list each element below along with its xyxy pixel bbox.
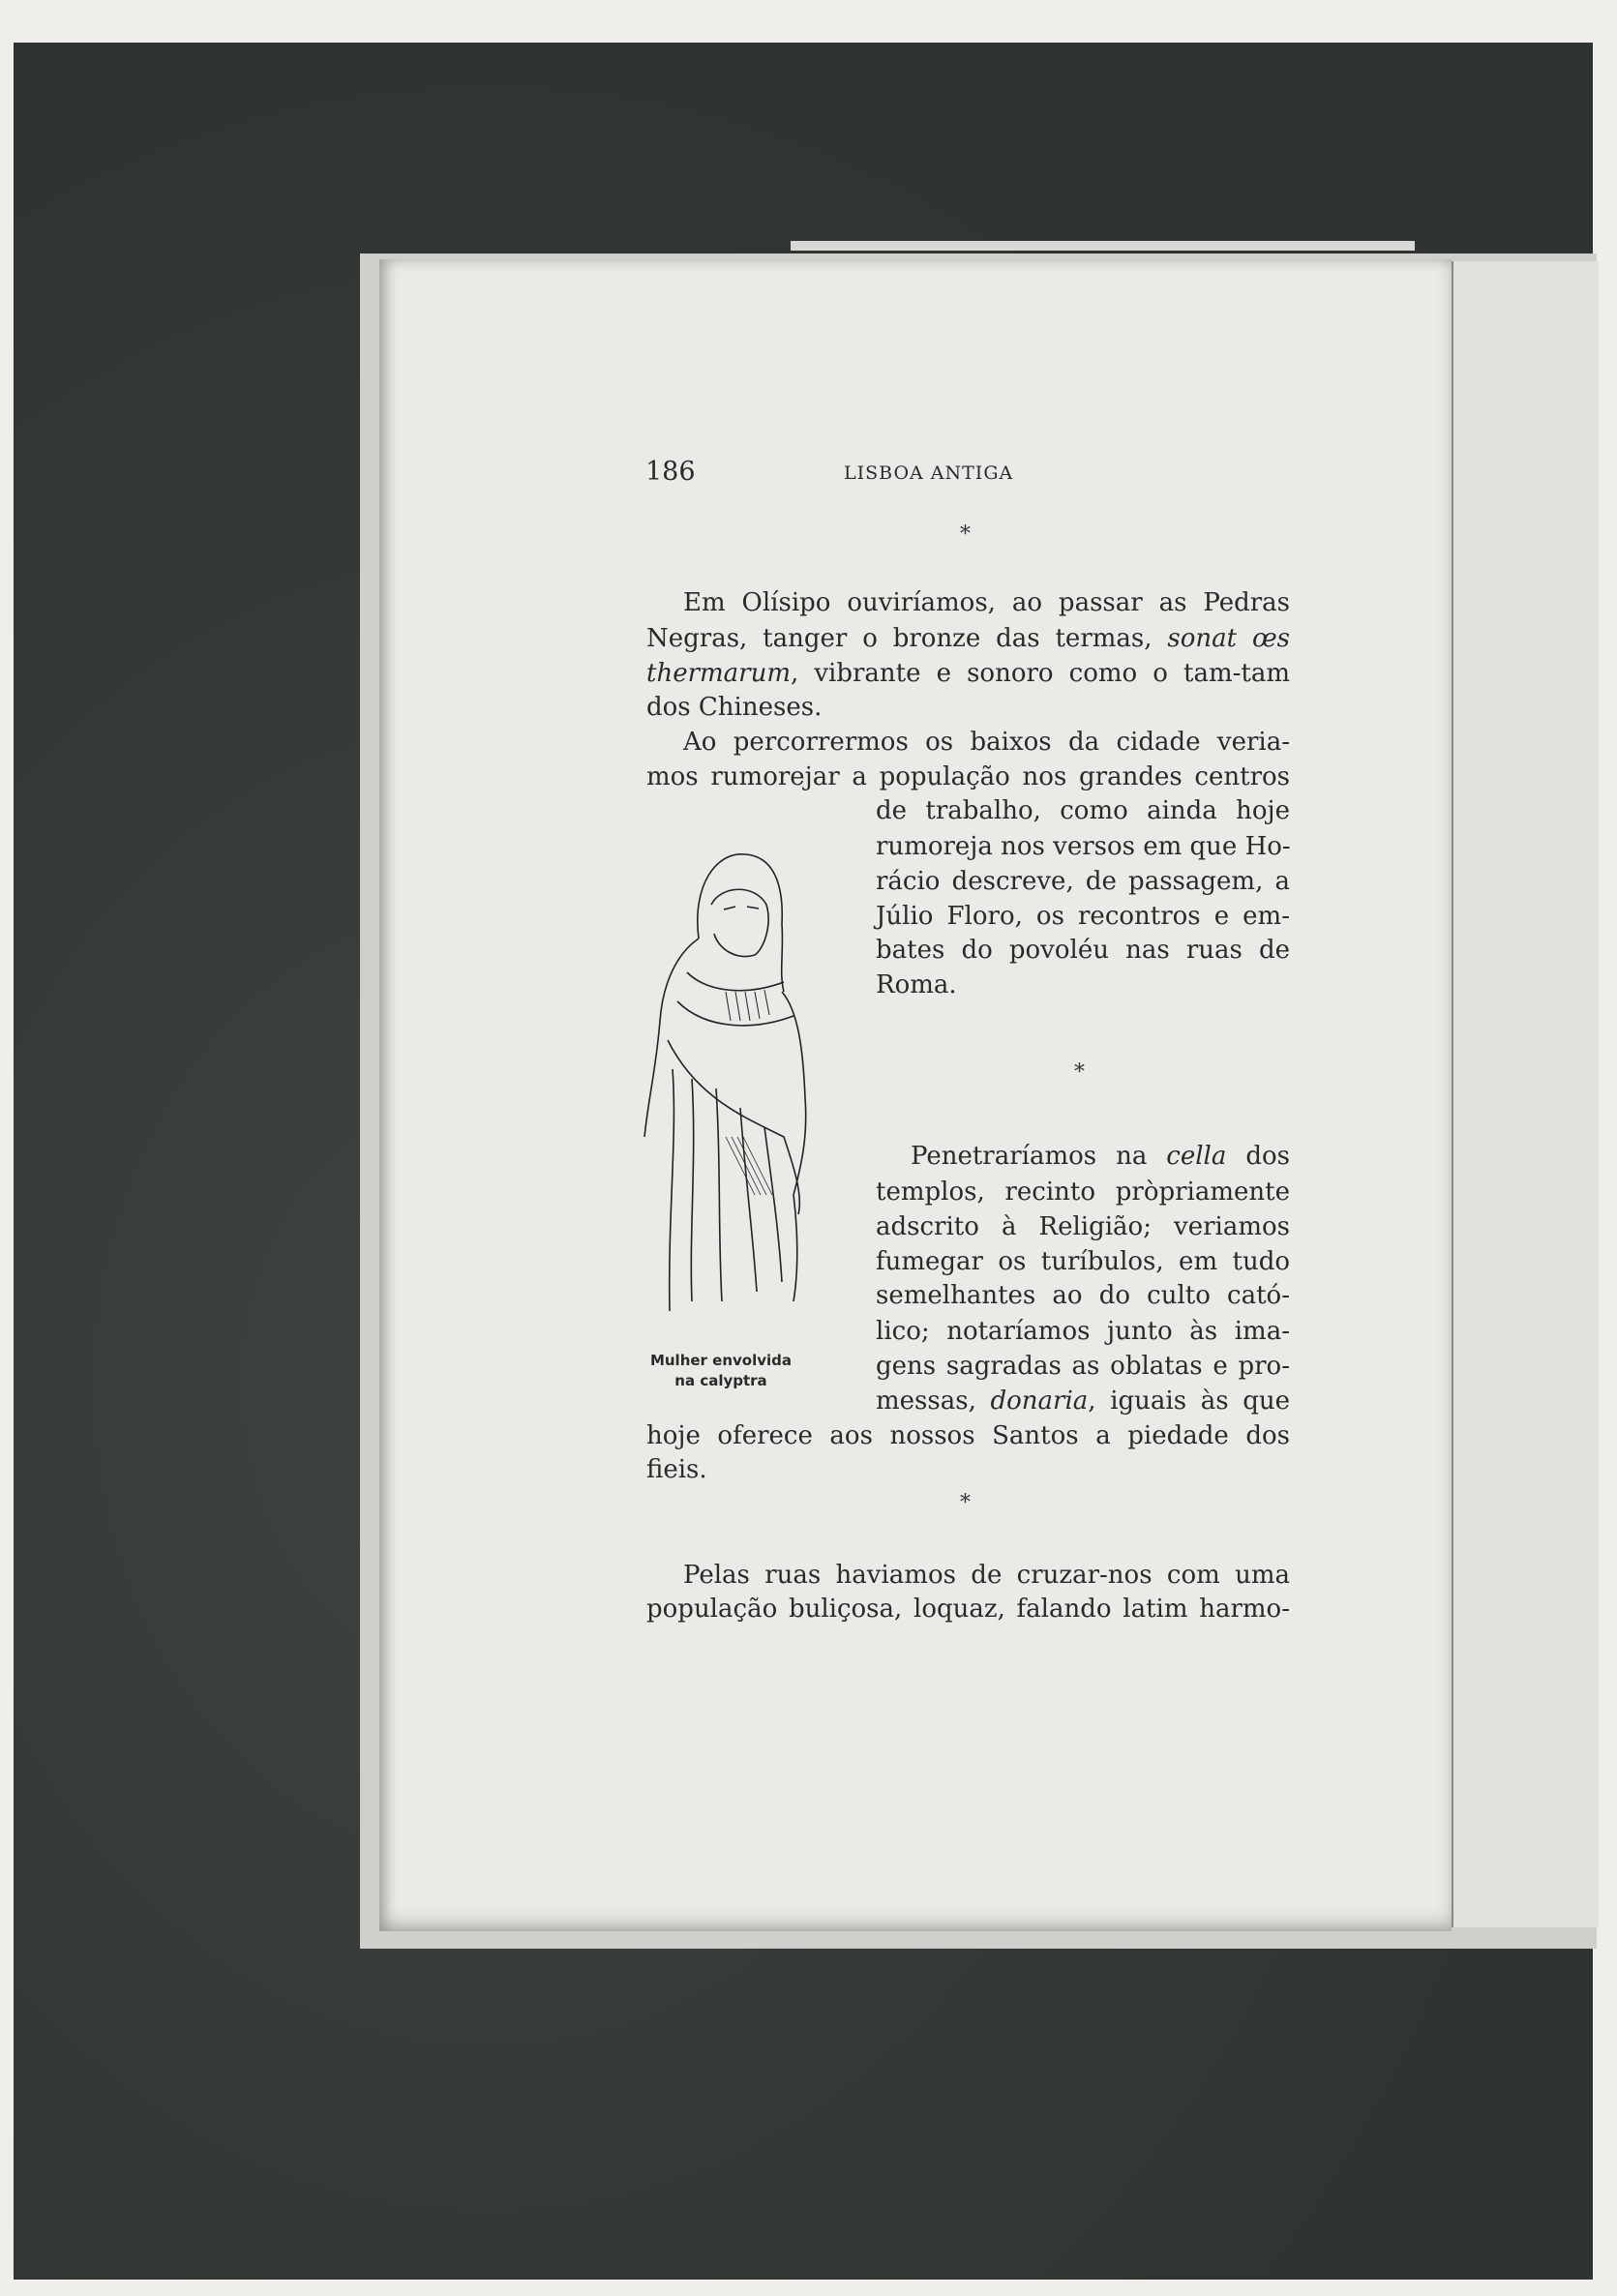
section-separator: * xyxy=(960,522,971,547)
text: Penetraríamos na xyxy=(911,1142,1148,1171)
section-separator: * xyxy=(960,1491,971,1515)
text-line: Ao percorrermos os baixos da cidade veria- xyxy=(683,728,1290,757)
text: messas, xyxy=(876,1387,976,1416)
text-line: de trabalho, como ainda hoje xyxy=(876,796,1290,825)
text-line: fieis. xyxy=(646,1455,707,1484)
text: , vibrante e sonoro como o tam-tam xyxy=(791,659,1290,688)
text-line: rácio descreve, de passagem, a xyxy=(876,867,1290,896)
latin-phrase: sonat œs xyxy=(1167,624,1290,653)
text: Negras, tanger o bronze das termas, xyxy=(646,624,1153,653)
text-line xyxy=(876,1142,1290,1171)
text-line xyxy=(876,1387,1290,1416)
book-page xyxy=(379,259,1452,1931)
text: , iguais às que xyxy=(1088,1387,1290,1416)
woman-in-calyptra-illustration xyxy=(639,847,847,1345)
text-line xyxy=(646,624,1290,653)
figure-caption xyxy=(634,1351,808,1391)
text-line: dos Chineses. xyxy=(646,693,823,722)
caption-line: Mulher envolvida xyxy=(649,1352,793,1369)
text-line: templos, recinto pròpriamente xyxy=(876,1178,1290,1207)
text-line: lico; notaríamos junto às ima- xyxy=(876,1317,1290,1346)
text-line: gens sagradas as oblatas e pro- xyxy=(876,1352,1290,1381)
text-line: mos rumorejar a população nos grandes centros xyxy=(646,762,1290,791)
latin-phrase: thermarum xyxy=(646,659,791,688)
text-line: fumegar os turíbulos, em tudo xyxy=(876,1247,1290,1276)
latin-word: cella xyxy=(1166,1142,1227,1171)
text-line: população buliçosa, loquaz, falando latim harmo- xyxy=(646,1595,1290,1624)
text-line: Roma. xyxy=(876,970,957,999)
text-line xyxy=(646,659,1290,688)
text-line: adscrito à Religião; veriamos xyxy=(876,1212,1290,1241)
page-number: 186 xyxy=(645,457,696,487)
page-edge xyxy=(791,241,1415,251)
text-line: Júlio Floro, os recontros e em- xyxy=(876,902,1290,931)
caption-line: na calyptra xyxy=(674,1372,767,1389)
text-line: Pelas ruas haviamos de cruzar-nos com uma xyxy=(683,1561,1290,1590)
text-line: Em Olísipo ouviríamos, ao passar as Pedras xyxy=(683,588,1290,617)
text-line: rumoreja nos versos em que Ho- xyxy=(876,832,1291,861)
text-line: semelhantes ao do culto cató- xyxy=(876,1281,1290,1310)
running-title: LISBOA ANTIGA xyxy=(844,462,1014,484)
text: dos xyxy=(1245,1142,1290,1171)
text-line: hoje oferece aos nossos Santos a piedade dos xyxy=(646,1421,1290,1450)
next-page-edge xyxy=(1452,261,1599,1927)
latin-word: donaria xyxy=(990,1387,1089,1416)
text-line: bates do povoléu nas ruas de xyxy=(876,936,1290,965)
section-separator: * xyxy=(1074,1060,1085,1085)
